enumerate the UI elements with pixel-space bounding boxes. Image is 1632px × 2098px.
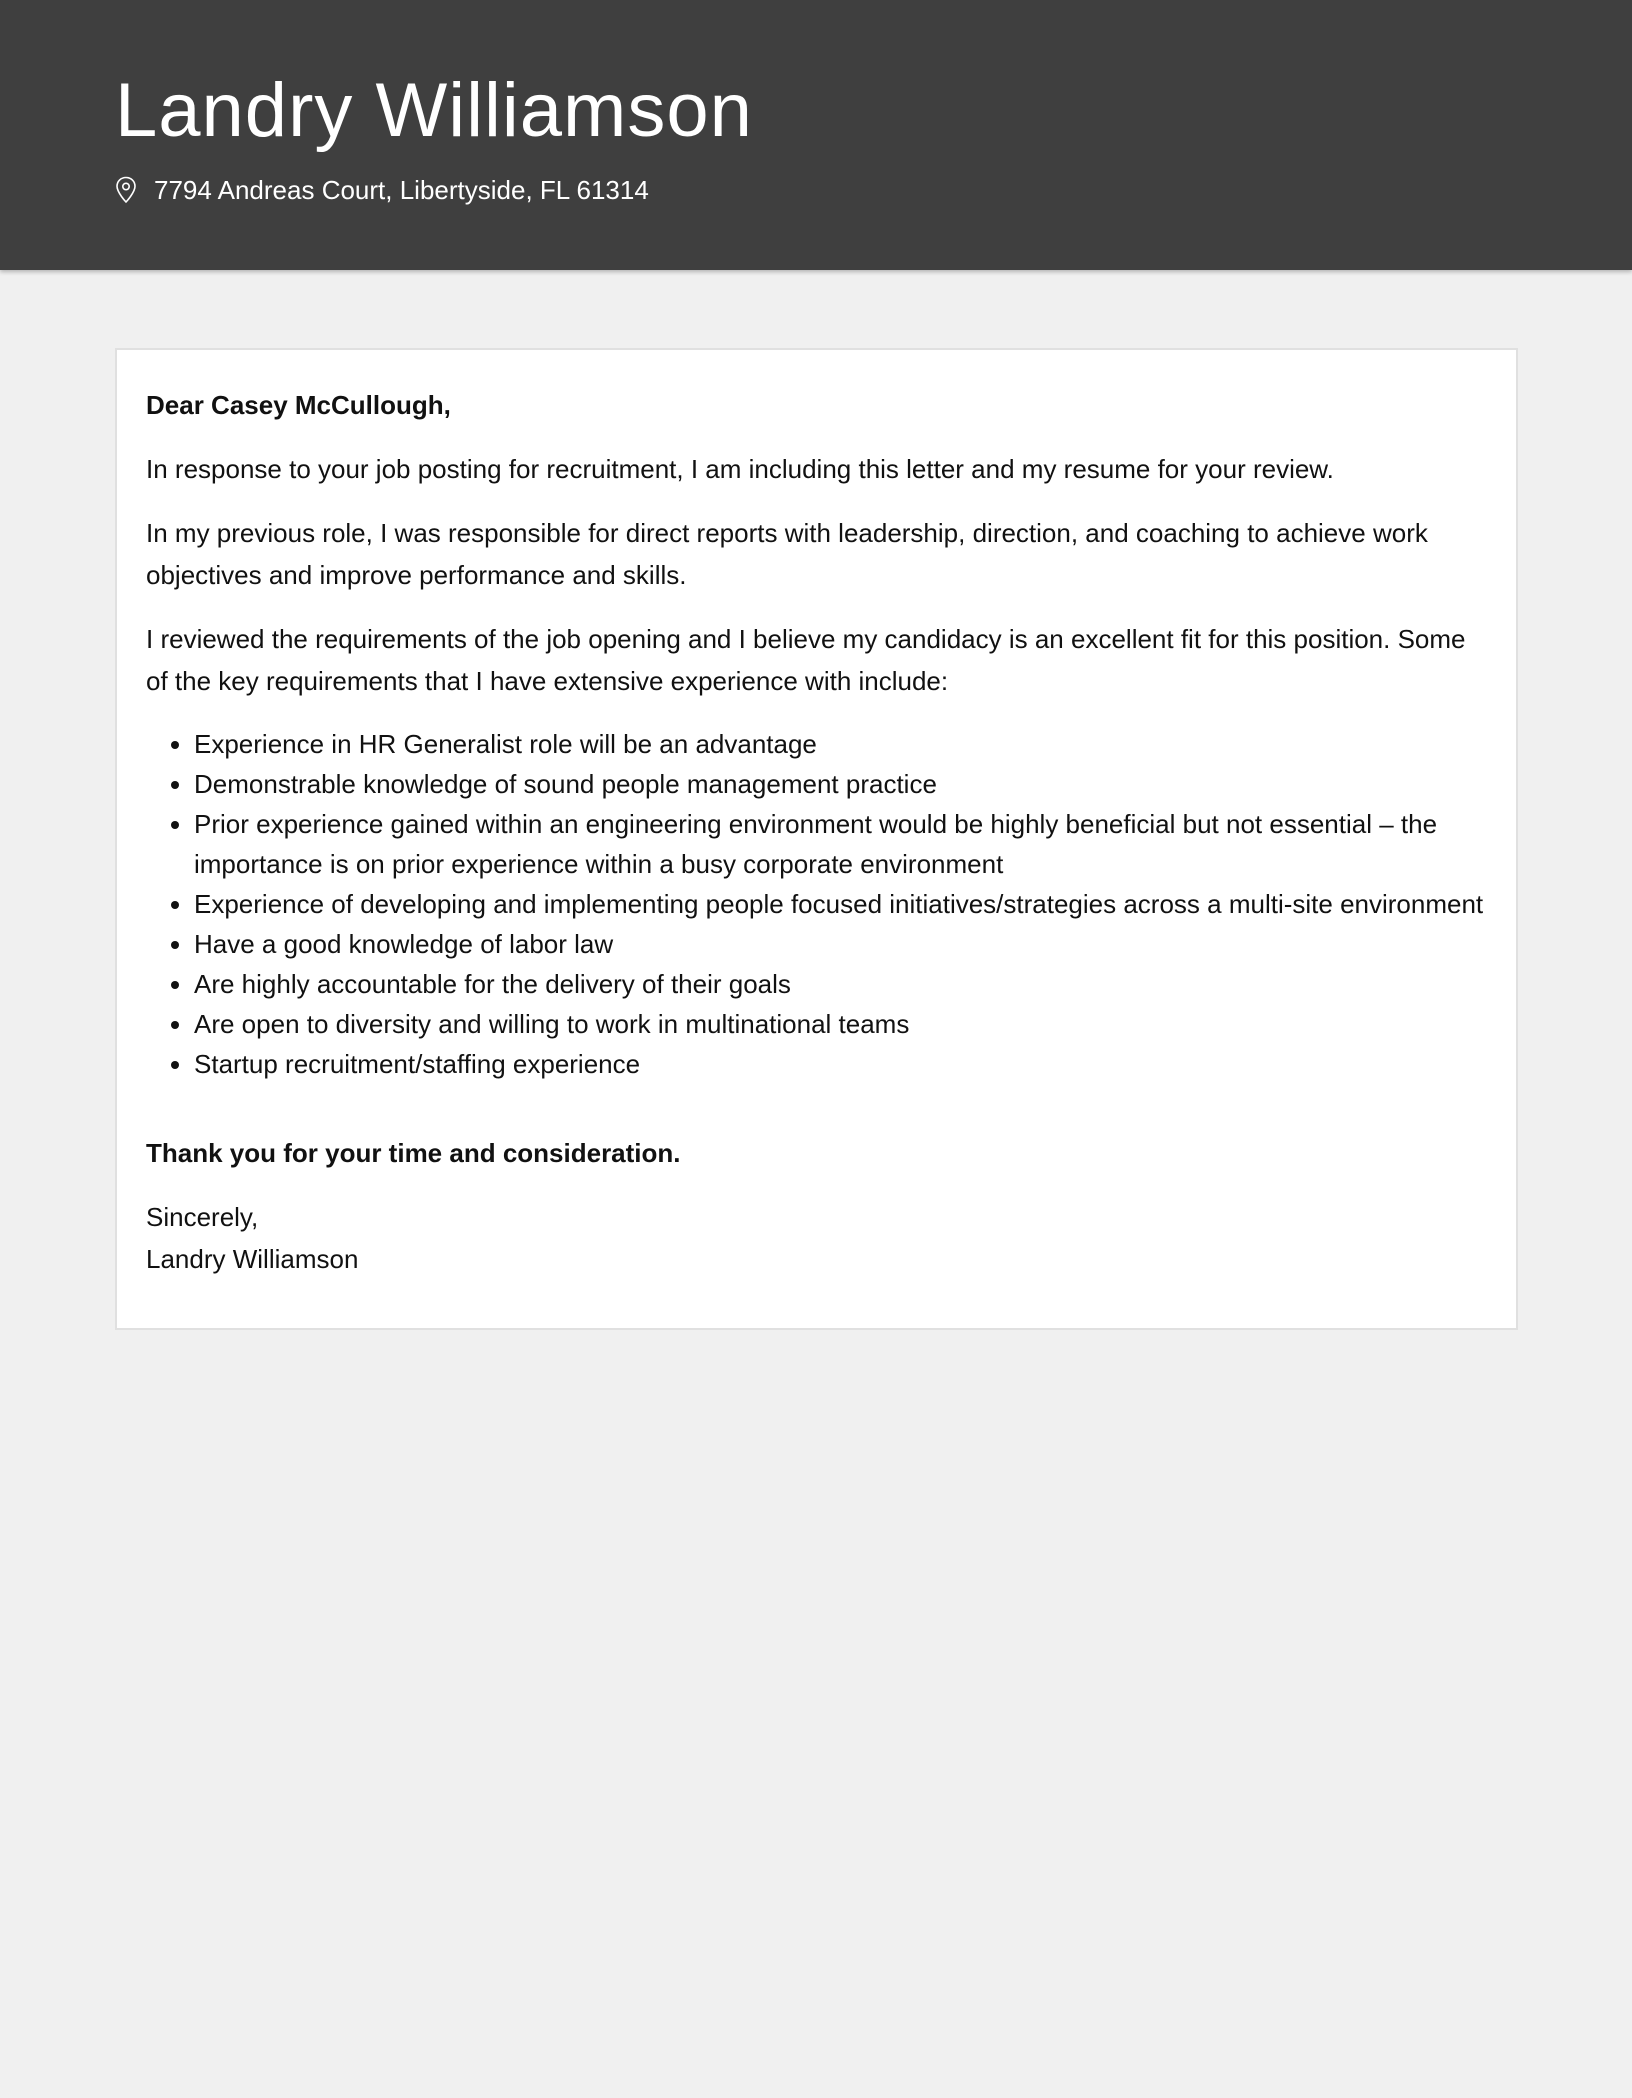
list-item: • Experience of developing and implementing people focused initiatives/strategies across a multi-site environment <box>194 884 1487 924</box>
address-text: 7794 Andreas Court, Libertyside, FL 61314 <box>154 175 649 205</box>
list-item: • Demonstrable knowledge of sound people management practice <box>194 764 1487 804</box>
paragraph-requirements-intro: I reviewed the requirements of the job opening and I believe my candidacy is an excellent fit for this position. Some of the key requirements that I have extensive experience with include: <box>146 624 1466 696</box>
applicant-name: Landry Williamson <box>115 68 753 153</box>
letter-card <box>115 348 1518 1330</box>
list-item: • Experience in HR Generalist role will be an advantage <box>194 724 1487 764</box>
signature: Landry Williamson <box>146 1244 359 1274</box>
location-pin-icon <box>115 176 137 204</box>
thank-you-line: Thank you for your time and consideration. <box>146 1138 681 1168</box>
paragraph-previous-role: In my previous role, I was responsible for direct reports with leadership, direction, and coaching to achieve work objectives and improve performance and skills. <box>146 518 1428 590</box>
salutation: Dear Casey McCullough, <box>146 390 451 420</box>
header <box>0 0 1632 270</box>
list-item: • Are highly accountable for the delivery of their goals <box>194 964 1487 1004</box>
list-item: • Are open to diversity and willing to work in multinational teams <box>194 1004 1487 1044</box>
paragraph-intro: In response to your job posting for recruitment, I am including this letter and my resume for your review. <box>146 454 1334 484</box>
closing: Sincerely, <box>146 1202 259 1232</box>
list-item: • Prior experience gained within an engineering environment would be highly beneficial but not essential – the importance is on prior experience within a busy corporate environment <box>194 804 1487 884</box>
list-item: • Have a good knowledge of labor law <box>194 924 1487 964</box>
address-row <box>115 174 1632 206</box>
requirements-list <box>146 724 1487 1084</box>
list-item: • Startup recruitment/staffing experience <box>194 1044 1487 1084</box>
